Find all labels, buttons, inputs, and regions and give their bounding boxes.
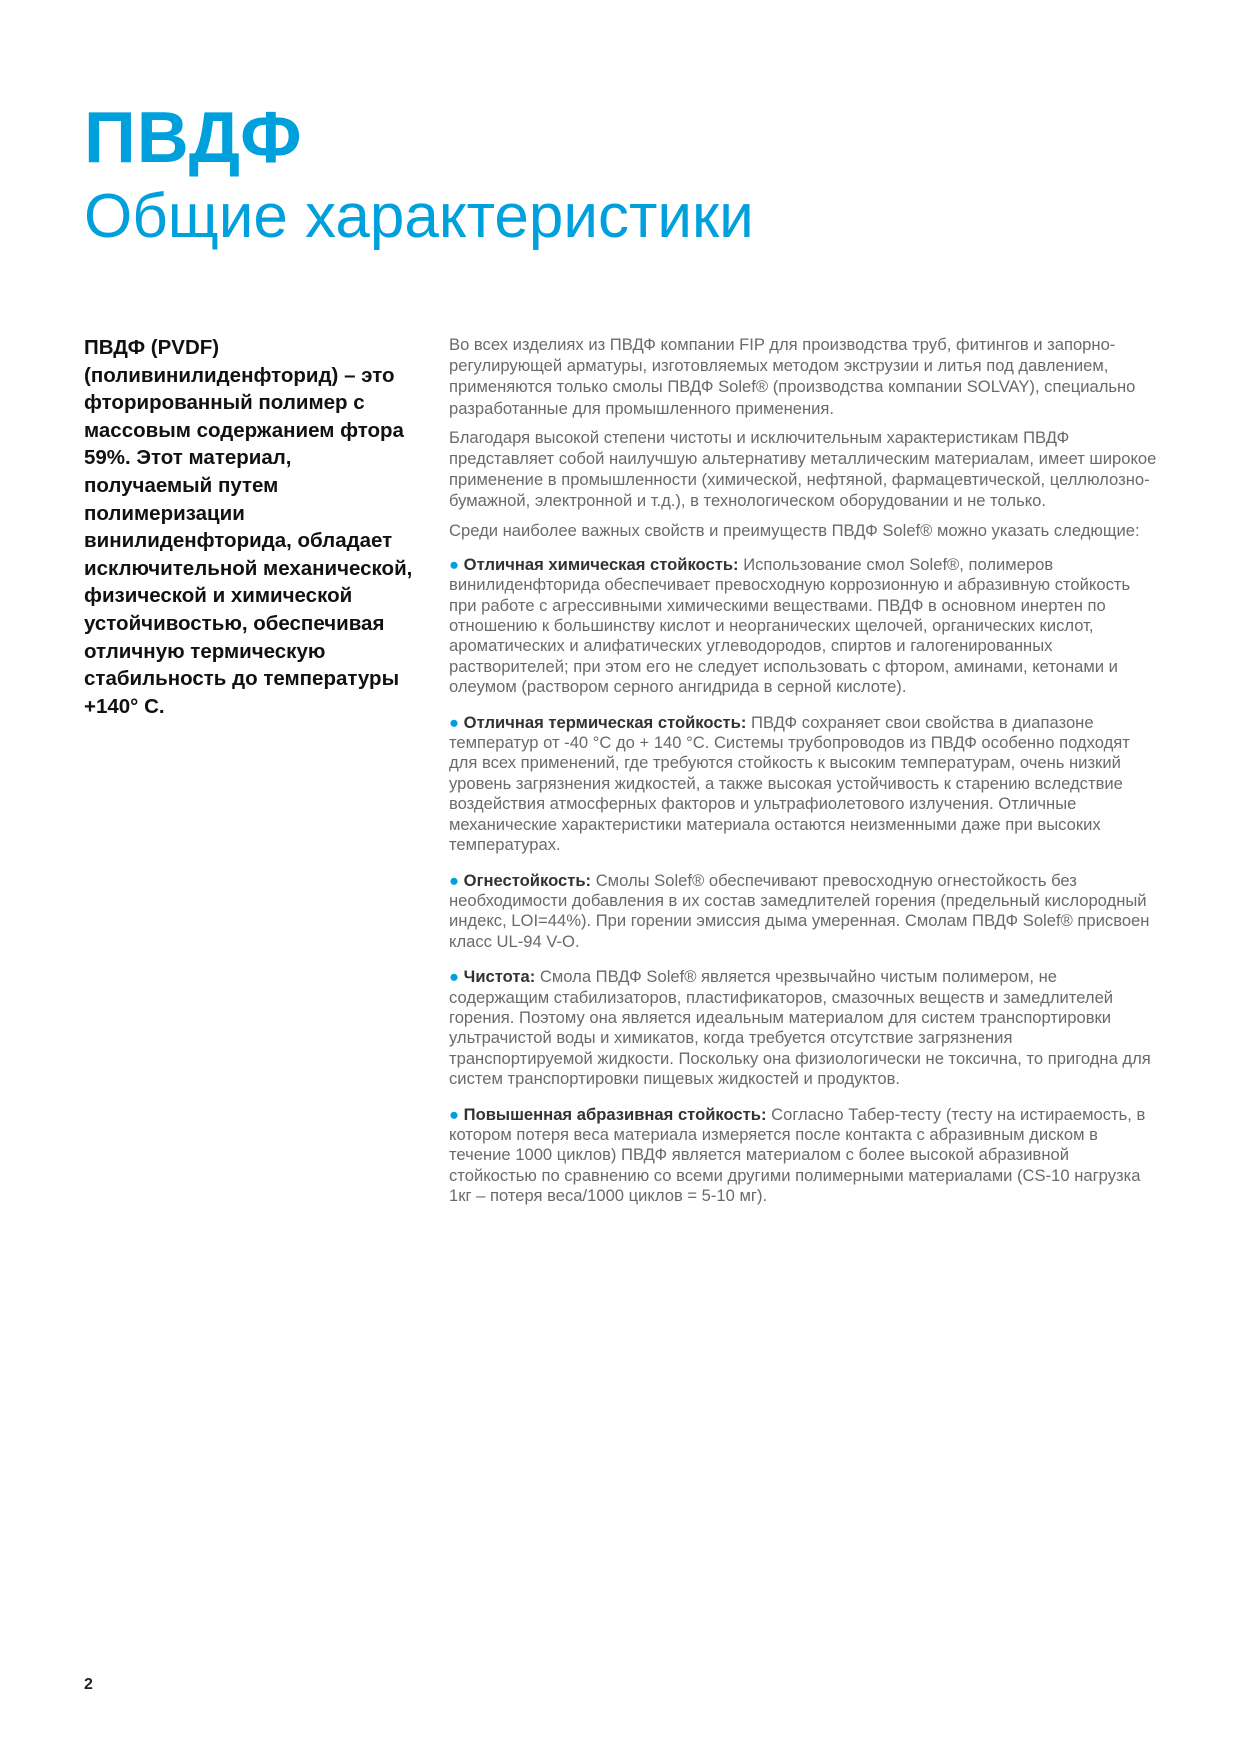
bullet-dot-icon: ● (449, 967, 460, 987)
bullet-term: Огнестойкость: (463, 870, 592, 890)
bullet-dot-icon: ● (449, 554, 460, 574)
bullet-item (449, 967, 1159, 1089)
bullet-item (449, 555, 1159, 698)
lead-paragraph: ПВДФ (PVDF) (поливинилиденфторид) – это фторированный полимер с массовым содержанием фтора 59%. Этот материал, получаемый путем полимеризации винилиденфторида, обладает исключительной механической, физической и химической устойчивостью, обеспечивая отличную термическую стабильность до температуры +140° С. (84, 336, 413, 718)
body-column (449, 334, 1159, 1222)
bullet-item (449, 871, 1159, 953)
bullet-dot-icon: ● (449, 870, 460, 890)
intro-paragraph: Благодаря высокой степени чистоты и исключительным характеристикам ПВДФ представляет собой наилучшую альтернативу металлическим материалам, имеет широкое применение в промышленности (химической, нефтяной, фармацевтической, целлюлозно-бумажной, электронной и т.д.), в технологическом оборудовании и не только. (449, 427, 1157, 511)
bullet-text: Смола ПВДФ Solef® является чрезвычайно чистым полимером, не содержащим стабилизаторов, пластификаторов, смазочных веществ и замедлителей горения. Поэтому она является идеальным материалом для систем транспортировки ультрачистой воды и химикатов, когда требуется отсутствие загрязнения транспортируемой жидкости. Поскольку она физиологически не токсична, то пригодна для систем транспортировки пищевых жидкостей и продуктов. (449, 967, 1151, 1089)
intro-paragraph: Среди наиболее важных свойств и преимуществ ПВДФ Solef® можно указать следющие: (449, 520, 1140, 540)
intro-paragraph: Во всех изделиях из ПВДФ компании FIP для производства труб, фитингов и запорно-регулирующей арматуры, изготовляемых методом экструзии и литья под давлением, применяются только смолы ПВДФ Solef® (производства компании SOLVAY), специально разработанные для промышленного применения. (449, 335, 1136, 418)
bullet-item (449, 713, 1159, 856)
page-title: ПВДФ (84, 98, 303, 178)
bullet-dot-icon: ● (449, 712, 460, 732)
bullet-item (449, 1105, 1159, 1207)
page-subtitle: Общие характеристики (84, 182, 754, 251)
bullet-term: Отличная термическая стойкость: (463, 712, 747, 732)
page-number: 2 (84, 1676, 93, 1693)
bullet-dot-icon: ● (449, 1104, 460, 1124)
bullet-text: Согласно Табер-тесту (тесту на истираемость, в котором потеря веса материала измеряется после контакта с абразивным диском в течение 1000 циклов) ПВДФ является материалом с более высокой абразивной стойкостью по сравнению со всеми другими полимерными материалами (CS-10 нагрузка 1кг – потеря веса/1000 циклов = 5-10 мг). (449, 1104, 1146, 1206)
bullet-term: Чистота: (463, 967, 536, 987)
bullet-text: Использование смол Solef®, полимеров винилиденфторида обеспечивает превосходную коррозионную и абразивную стойкость при работе с агрессивными химическими веществами. ПВДФ в основном инертен по отношению к большинству кислот и неорганических щелочей, органических кислот, ароматических и алифатических углеводородов, спиртов и галогенированных растворителей; при этом его не следует использовать с фтором, аминами, кетонами и олеумом (раствором серного ангидрида в серной кислоте). (449, 554, 1131, 697)
bullet-text: ПВДФ сохраняет свои свойства в диапазоне температур от -40 °С до + 140 °С. Системы трубопроводов из ПВДФ особенно подходят для всех применений, где требуются стойкость к высоким температурам, очень низкий уровень загрязнения жидкостей, а также высокая устойчивость к старению вследствие воздействия атмосферных факторов и ультрафиолетового излучения. Отличные механические характеристики материала остаются неизменными даже при высоких температурах. (449, 712, 1130, 855)
bullet-term: Отличная химическая стойкость: (463, 554, 739, 574)
bullet-text: Смолы Solef® обеспечивают превосходную огнестойкость без необходимости добавления в их состав замедлителей горения (предельный кислородный индекс, LOI=44%). При горении эмиссия дыма умеренная. Смолам ПВДФ Solef® присвоен класс UL-94 V-O. (449, 870, 1150, 951)
bullet-term: Повышенная абразивная стойкость: (463, 1104, 767, 1124)
